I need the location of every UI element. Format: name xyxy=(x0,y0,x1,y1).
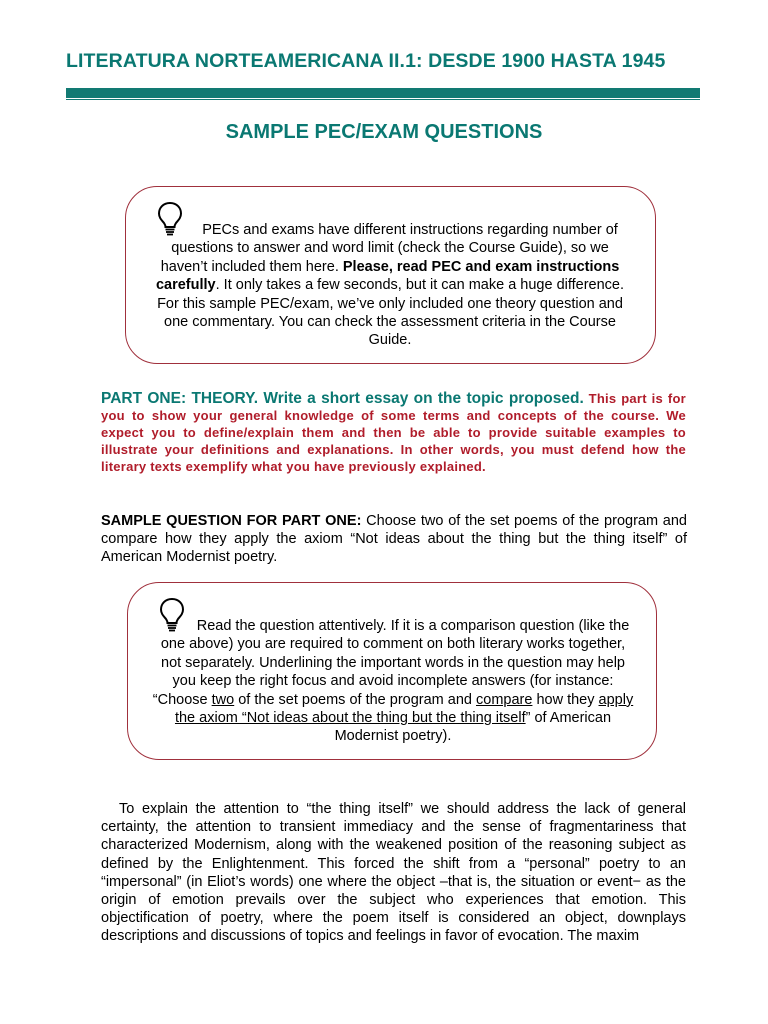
tip-text-instructions: PECs and exams have different instructions regarding number of questions to answer and word limit (check the Course Guide), so we haven’t included them here. Please, read PEC and exam instructions carefully. It only takes a few seconds, but it can make a huge difference. For this sample PEC/exam, we’ve only included one theory question and one commentary. You can check the assessment criteria in the Course Guide. xyxy=(155,222,625,349)
part-one-instruction: . Write a short essay on the topic proposed. xyxy=(253,390,584,407)
part-one-section xyxy=(101,390,686,475)
tip-box-reading xyxy=(127,582,657,760)
essay-paragraph: To explain the attention to “the thing itself” we should address the lack of general certainty, the attention to transient immediacy and the sense of fragmentariness that characterized Modernism, along with the weakened position of the reasoning subject as defined by the Enlightenment. This forced the shift from a “personal” poetry to an “impersonal” (in Eliot’s words) one where the object –that is, the situation or event− as the origin of emotion prevails over the subject who experiences that emotion. This objectification of poetry, where the poem itself is considered an object, downplays descriptions and discussions of topics and feelings in favor of evocation. The maxim xyxy=(101,801,686,945)
sample-question xyxy=(101,512,687,566)
sample-question-label: SAMPLE QUESTION FOR PART ONE: xyxy=(101,513,362,529)
sample-question-text: Choose two of the set poems of the program and compare how they apply the axiom “Not ideas about the thing but the thing itself” of American Modernist poetry. xyxy=(101,513,687,565)
part-one-heading: PART ONE: THEORY xyxy=(101,390,254,407)
part-one-intro: This part is for you to show your general knowledge of some terms and concepts of the course. We expect you to define/explain them and then be able to provide suitable examples to illustrate your definitions and explanations. In other words, you must defend how the literary texts exemplify what you have previously explained. xyxy=(101,391,686,474)
header-title: LITERATURA NORTEAMERICANA II.1: DESDE 1900 HASTA 1945 xyxy=(66,50,666,72)
tip-box-instructions xyxy=(125,186,656,364)
header-divider xyxy=(66,88,700,98)
tip-text-reading: Read the question attentively. If it is a comparison question (like the one above) you are required to comment on both literary works together, not separately. Underlining the important words in the question may help you keep the right focus and avoid incomplete answers (for instance: “Choose two of the set poems of the program and compare how they apply the axiom “Not ideas about the thing but the thing itself” of American Modernist poetry). xyxy=(152,618,634,745)
page-subtitle: SAMPLE PEC/EXAM QUESTIONS xyxy=(225,121,543,143)
